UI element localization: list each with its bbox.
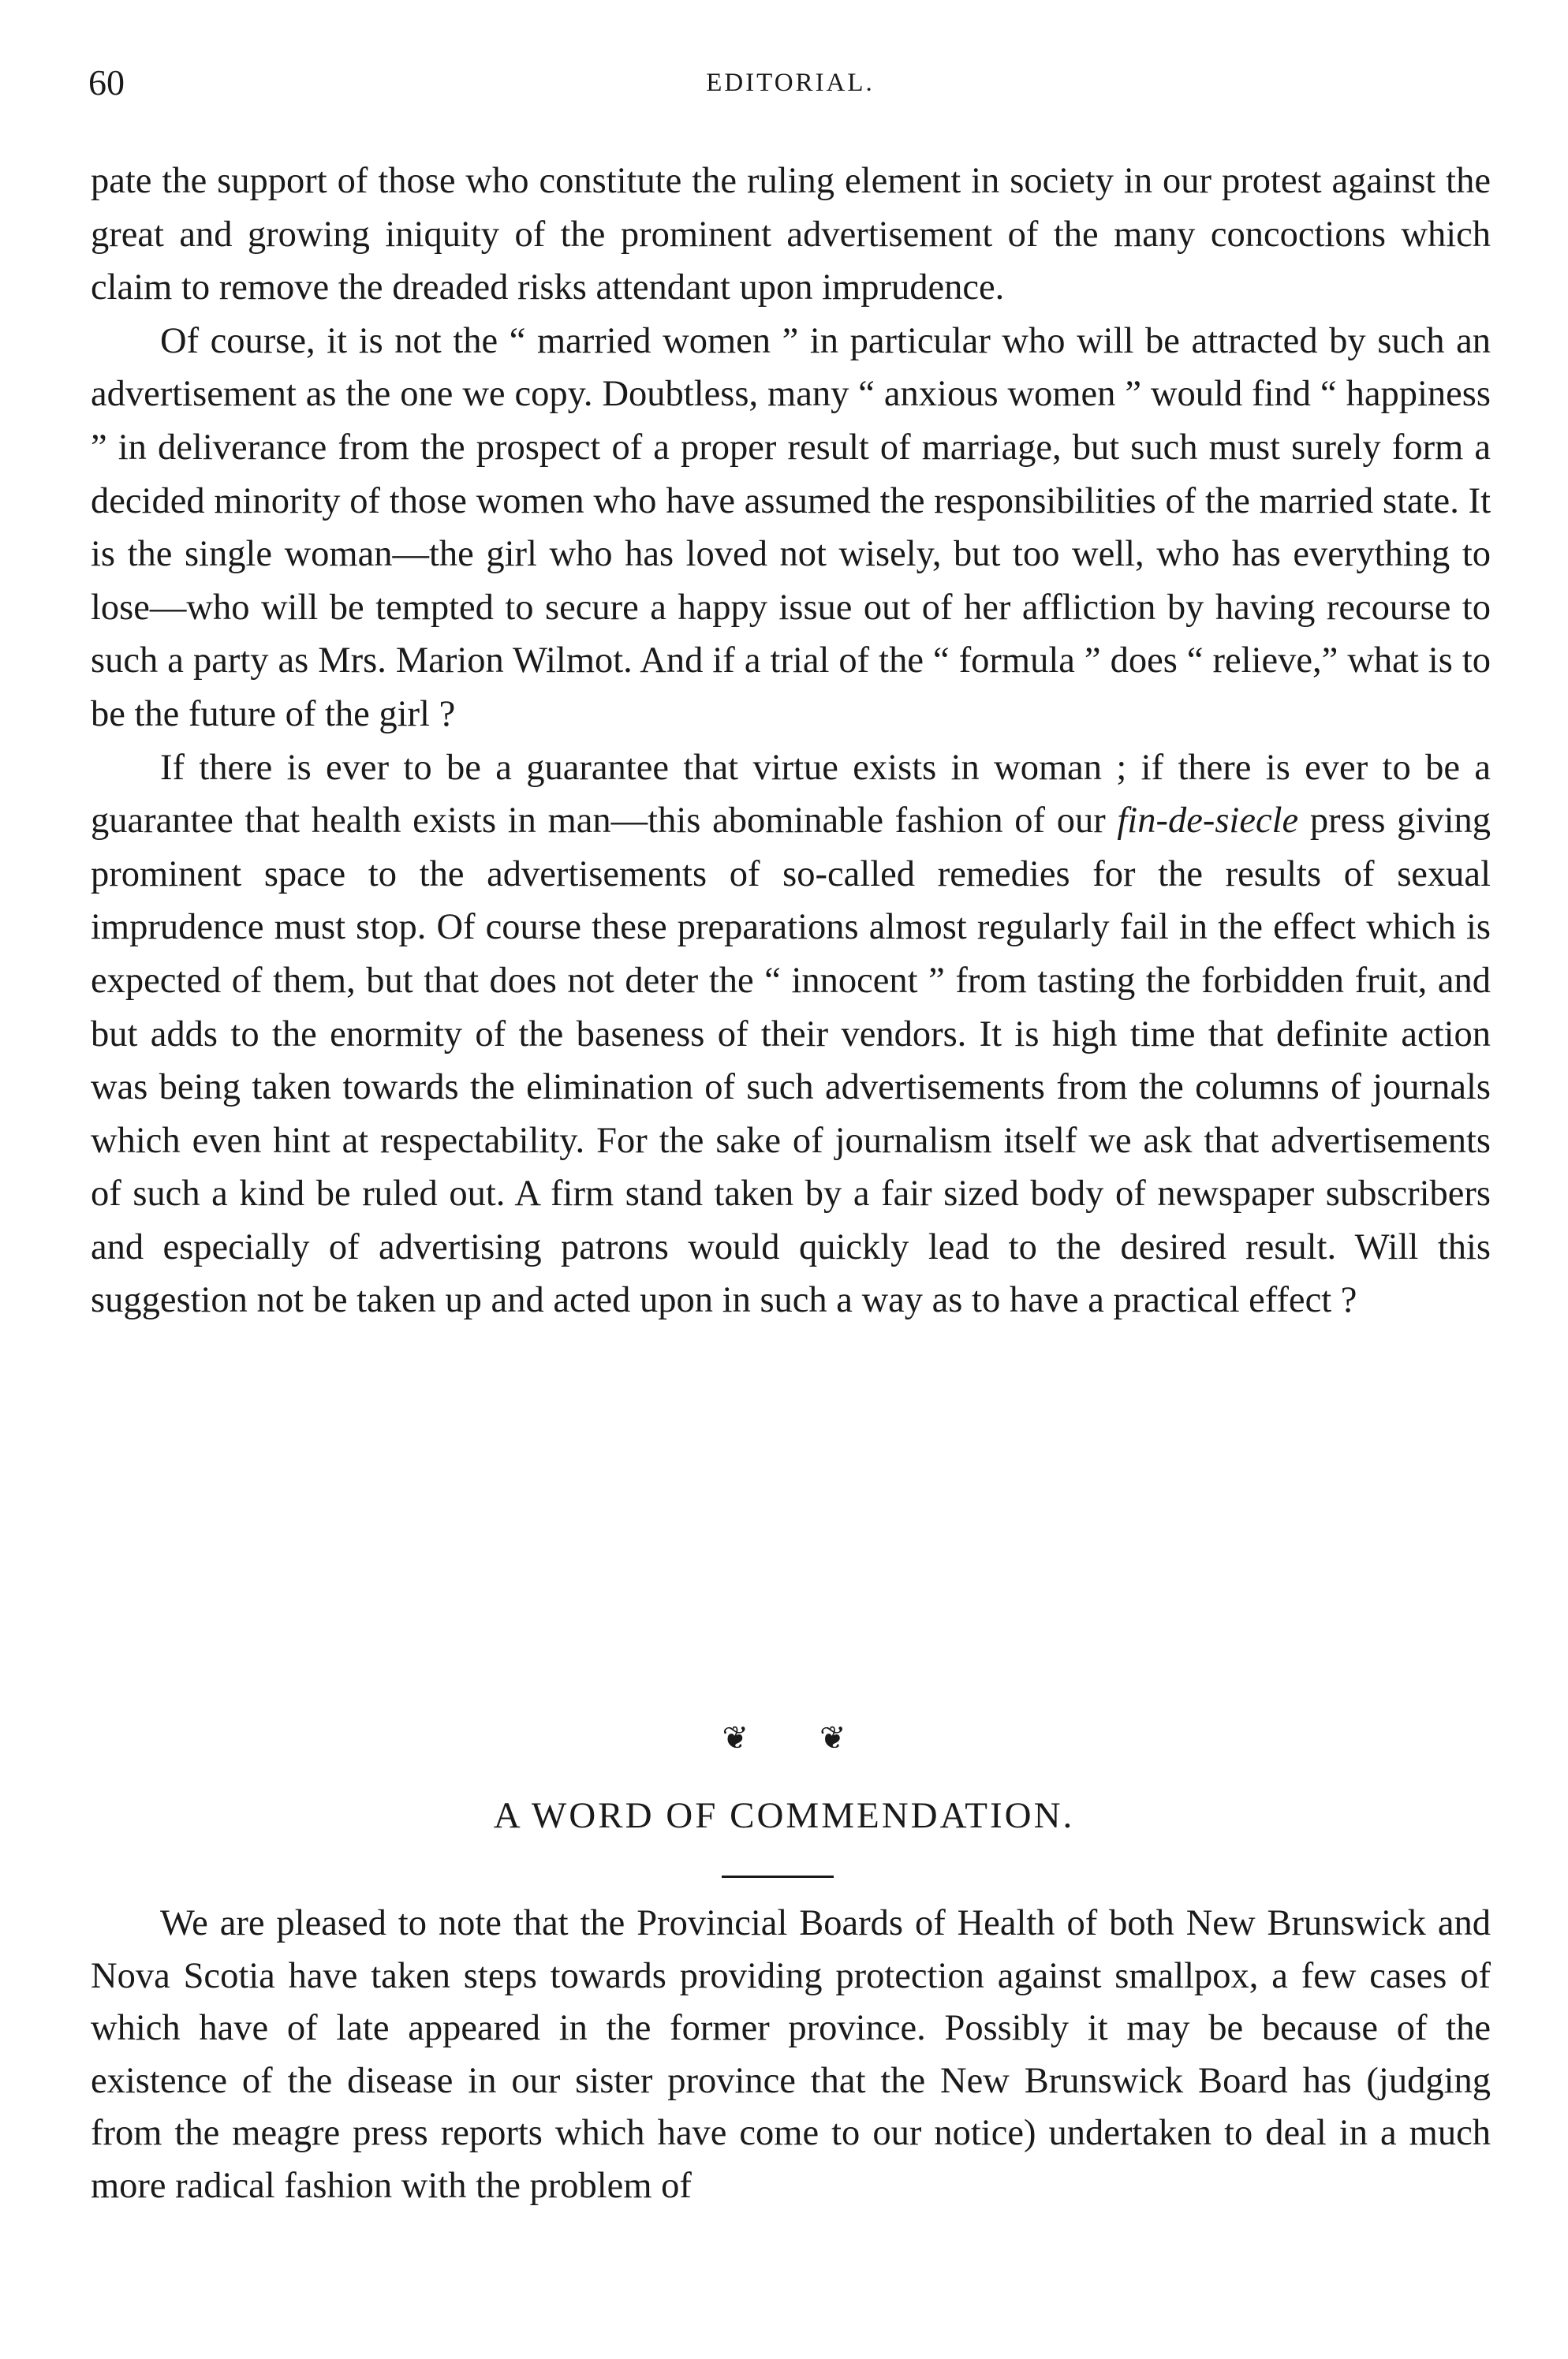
running-head (88, 55, 1492, 110)
commendation-body (91, 1898, 1491, 2212)
italic-term: fin-de-siecle (1117, 801, 1299, 842)
section-heading: A WORD OF COMMENDATION. (493, 1795, 1075, 1836)
heading-rule (722, 1876, 834, 1878)
paragraph-continued: pate the support of those who constitute the ruling element in society in our protest against the great and growing iniquity of the prominent advertisement of the many concoctions which claim to remove the dreaded risks attendant upon imprudence. (91, 161, 1491, 308)
paragraph-guarantee (91, 741, 1491, 1328)
editorial-body (91, 155, 1491, 1327)
fleuron-ornament: ❦❦ (722, 1720, 917, 1756)
paragraph-married-women: Of course, it is not the “ married women ” in particular who will be attracted by such an advertisement as the one we copy. Doubtless, many “ anxious women ” would find “ happiness ” in deliverance from the prospect of a proper result of marriage, but such must surely form a decided minority of those women who have assumed the responsibilities of the married state. It is the single woman—the girl who has loved not wisely, but too well, who has everything to lose—who will be tempted to secure a happy issue out of her affliction by having recourse to such a party as Mrs. Marion Wilmot. And if a trial of the “ formula ” does “ relieve,” what is to be the future of the girl ? (91, 320, 1491, 734)
paragraph-guarantee-text-start: If there is ever to be a guarantee that virtue exists in woman ; if there is ever to be a guarantee that health exists in man—this abominable fashion of our (91, 747, 1491, 842)
running-title: EDITORIAL. (706, 69, 875, 97)
paragraph-commendation: We are pleased to note that the Provincial Boards of Health of both New Brunswick and Nova Scotia have taken steps towards providing protection against smallpox, a few cases of which have of late appeared in the former province. Possibly it may be because of the existence of the disease in our sister province that the New Brunswick Board has (judging from the meagre press reports which have come to our notice) undertaken to deal in a much more radical fashion with the problem of (91, 1903, 1491, 2206)
page-number: 60 (88, 62, 125, 103)
paragraph-guarantee-text-end: press giving prominent space to the advertisements of so-called remedies for the results of sexual imprudence must stop. Of course these preparations almost regularly fail in the effect which is expected of them, but that does not deter the “ innocent ” from tasting the forbidden fruit, and but adds to the enormity of the baseness of their vendors. It is high time that definite action was being taken towards the elimination of such advertisements from the columns of journals which even hint at respectability. For the sake of journalism itself we ask that advertisements of such a kind be ruled out. A firm stand taken by a fair sized body of newspaper subscribers and especially of advertising patrons would quickly lead to the desired result. Will this suggestion not be taken up and acted upon in such a way as to have a practical effect ? (91, 801, 1491, 1321)
